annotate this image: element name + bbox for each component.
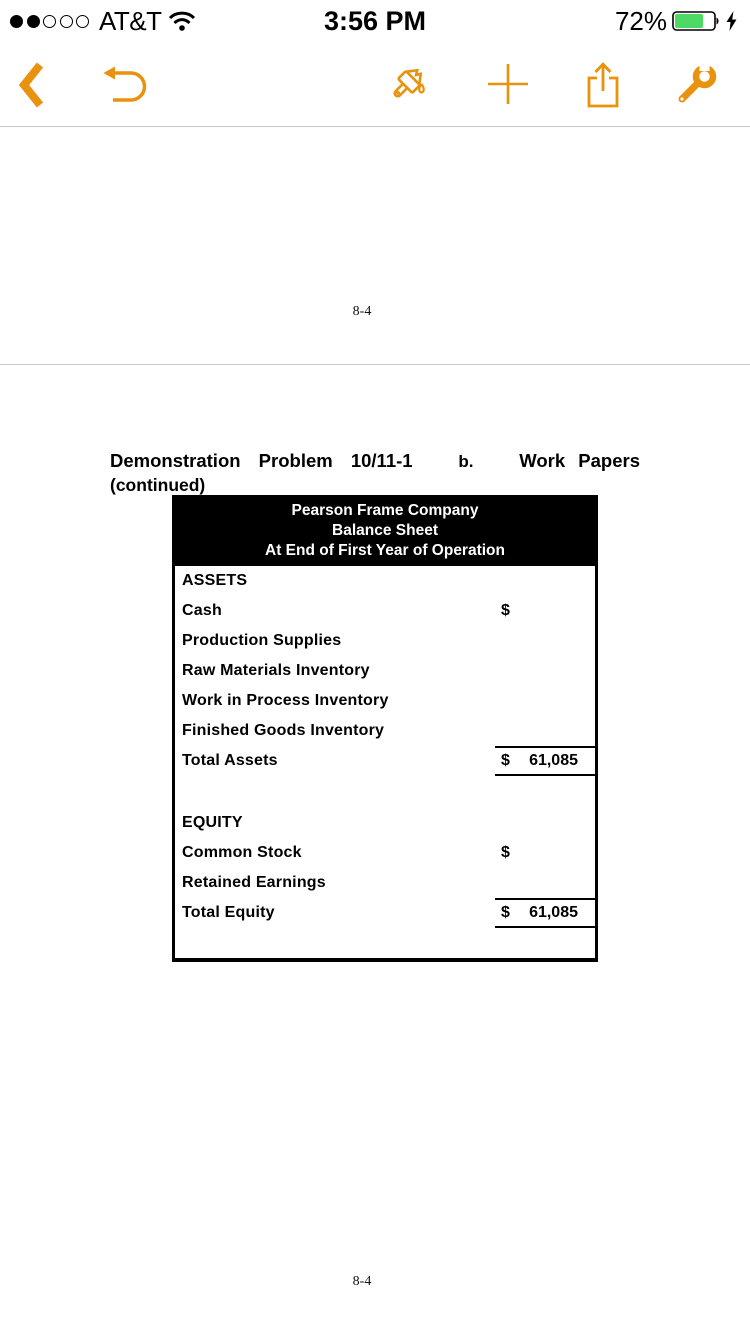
back-button[interactable]	[17, 61, 45, 109]
share-button[interactable]	[586, 62, 620, 108]
table-row-production-supplies	[175, 626, 595, 656]
battery-percent-label: 72%	[614, 5, 667, 36]
markup-button[interactable]	[384, 61, 432, 109]
heading-line1	[110, 450, 640, 472]
row-label: Finished Goods Inventory	[182, 722, 385, 739]
status-bar-right	[615, 0, 738, 42]
row-label: Total Equity	[182, 904, 275, 921]
row-label: EQUITY	[182, 814, 243, 831]
paintbrush-icon	[384, 61, 432, 109]
table-row-work-in-process	[175, 686, 595, 716]
document-viewport[interactable]	[0, 128, 750, 1334]
table-row-common-stock	[175, 838, 595, 868]
company-name: Pearson Frame Company	[291, 502, 479, 519]
table-row-total-assets	[175, 746, 595, 776]
carrier-label: AT&T	[99, 5, 162, 36]
statement-period: At End of First Year of Operation	[265, 542, 505, 559]
page-separator	[0, 364, 750, 365]
page-number-top: 8-4	[352, 304, 372, 319]
row-label: Production Supplies	[182, 632, 342, 649]
table-row-total-equity	[175, 898, 595, 928]
table-row-spacer	[175, 776, 595, 808]
table-row-finished-goods	[175, 716, 595, 746]
wrench-icon	[673, 62, 719, 108]
add-button[interactable]	[487, 63, 529, 105]
table-row-assets-section	[175, 566, 595, 596]
row-label: Retained Earnings	[182, 874, 326, 891]
currency-sign: $	[501, 602, 510, 619]
row-label: Total Assets	[182, 752, 278, 769]
heading-suffix: Work Papers	[519, 450, 640, 471]
row-amount: 61,085	[529, 752, 578, 769]
currency-sign: $	[501, 844, 510, 861]
page-number-bottom: 8-4	[352, 1274, 372, 1289]
plus-icon	[487, 63, 529, 105]
tools-button[interactable]	[673, 62, 719, 108]
row-label: Work in Process Inventory	[182, 692, 389, 709]
currency-sign: $	[501, 904, 510, 921]
row-label: Raw Materials Inventory	[182, 662, 370, 679]
row-label: Cash	[182, 602, 222, 619]
statement-title: Balance Sheet	[332, 522, 438, 539]
toolbar	[0, 42, 750, 127]
table-row-equity-section	[175, 808, 595, 838]
row-label: Common Stock	[182, 844, 302, 861]
table-row-raw-materials	[175, 656, 595, 686]
heading-title: Demonstration Problem 10/11-1	[110, 450, 413, 471]
currency-sign: $	[501, 752, 510, 769]
heading-item-letter: b.	[458, 452, 474, 471]
balance-sheet-table	[172, 495, 598, 962]
table-row-cash	[175, 596, 595, 626]
battery-icon	[672, 10, 720, 32]
undo-icon	[102, 66, 152, 106]
status-bar	[0, 0, 750, 42]
table-header	[175, 495, 595, 566]
row-label: ASSETS	[182, 572, 248, 589]
heading-continued: (continued)	[110, 475, 206, 495]
row-amount: 61,085	[529, 904, 578, 921]
share-icon	[586, 62, 620, 108]
undo-button[interactable]	[102, 66, 152, 106]
clock-label: 3:56 PM	[323, 5, 427, 36]
charging-bolt-icon	[725, 10, 738, 32]
chevron-left-icon	[17, 61, 45, 109]
document-heading	[110, 450, 640, 496]
table-row-retained-earnings	[175, 868, 595, 898]
table-bottom-filler	[175, 928, 595, 958]
